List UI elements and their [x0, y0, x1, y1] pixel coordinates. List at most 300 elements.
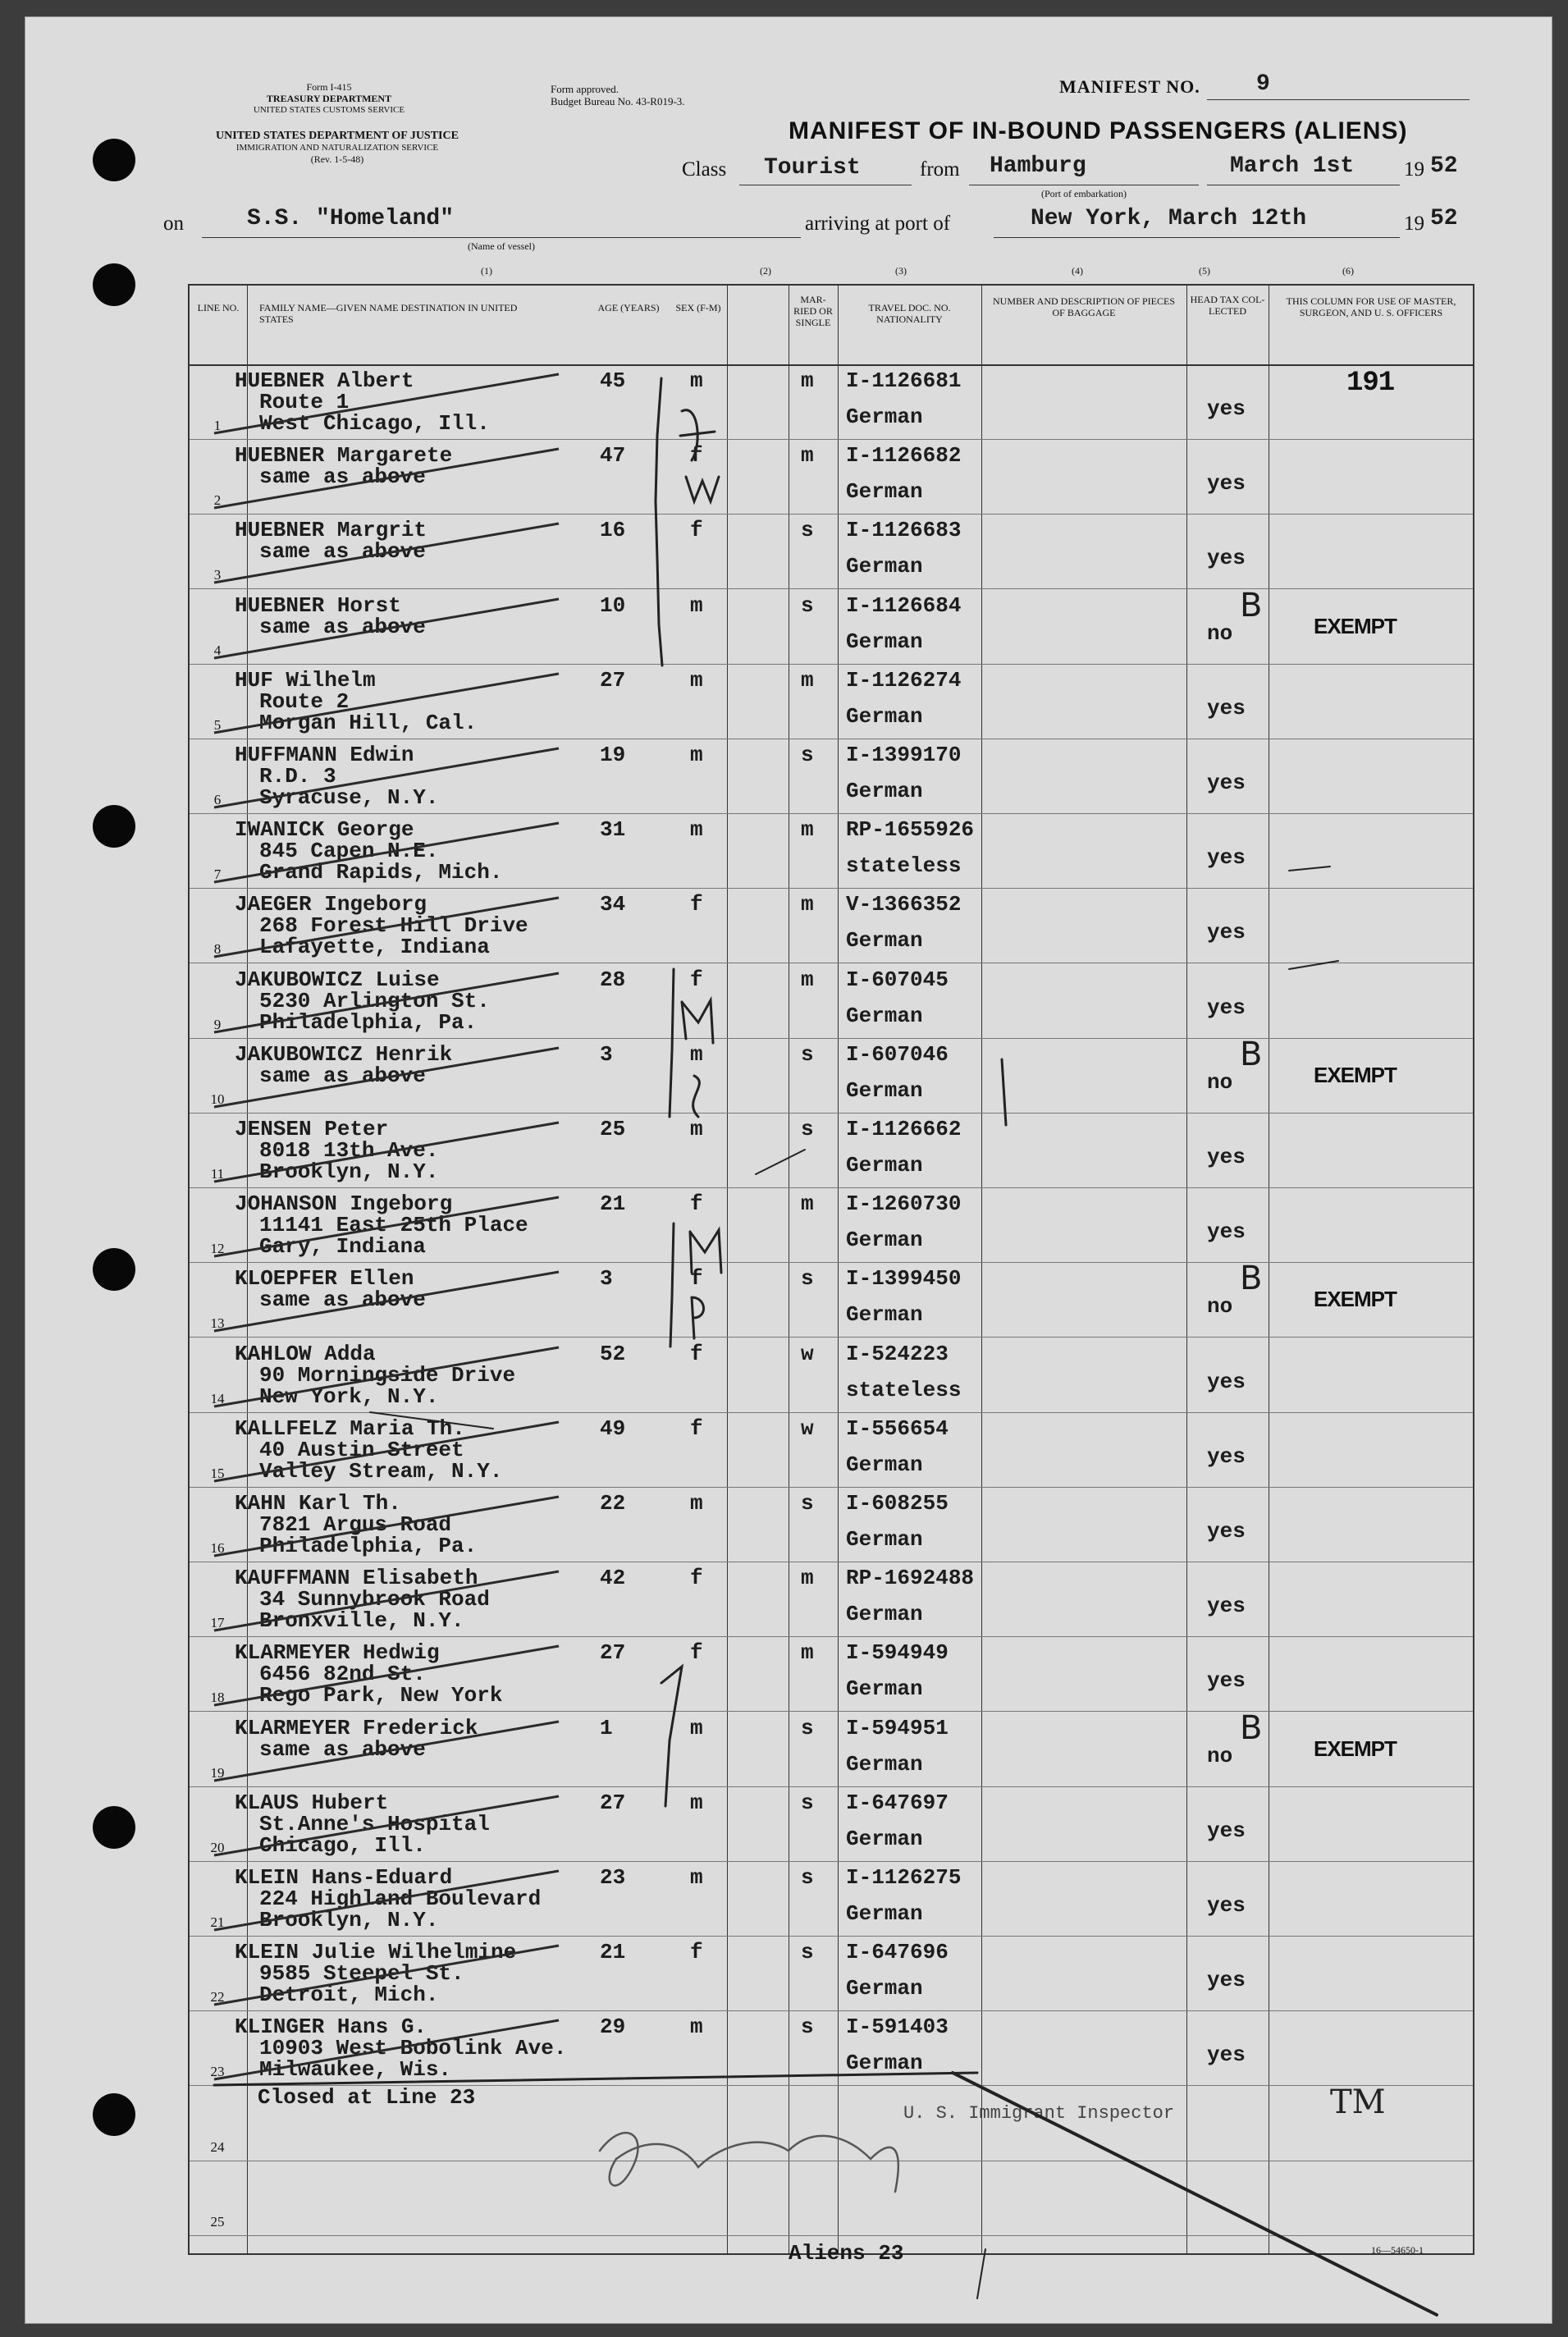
- age-value: 21: [600, 1940, 626, 1965]
- handwritten-7-mark: [661, 1667, 682, 1806]
- tick-mark-footer: [977, 2249, 985, 2298]
- passenger-name: HUF Wilhelm: [235, 667, 376, 693]
- line-number: 20: [210, 1839, 225, 1855]
- colnum-2: (2): [760, 265, 771, 277]
- travel-doc-no: I-591403: [846, 2015, 949, 2040]
- age-value: 16: [600, 518, 626, 543]
- col-header-officers: THIS COLUMN FOR USE OF MASTER, SURGEON, AND U. S. OFFICERS: [1286, 295, 1456, 318]
- from-value: Hamburg: [990, 153, 1086, 179]
- revision-date: (Rev. 1-5-48): [310, 153, 364, 165]
- sex-value: f: [690, 518, 703, 543]
- head-tax-value: yes: [1207, 471, 1246, 496]
- handwritten-m-mark-2: [690, 1230, 721, 1273]
- head-tax-value: yes: [1207, 771, 1246, 795]
- head-tax-value: yes: [1207, 695, 1246, 720]
- strike-mark: [370, 1412, 493, 1429]
- class-value: Tourist: [764, 155, 861, 181]
- line-number: 3: [213, 567, 222, 583]
- customs-service: UNITED STATES CUSTOMS SERVICE: [253, 105, 405, 115]
- destination-line-1: same as above: [259, 464, 426, 490]
- nationality: German: [846, 2051, 923, 2076]
- destination-line-2: Syracuse, N.Y.: [259, 785, 439, 810]
- destination-line-1: 845 Capen N.E.: [259, 839, 439, 864]
- sex-value: m: [690, 667, 703, 693]
- sex-value: f: [690, 1191, 703, 1217]
- destination-line-2: Chicago, Ill.: [259, 1832, 426, 1858]
- travel-doc-no: I-1260730: [846, 1191, 962, 1217]
- sex-value: m: [690, 592, 703, 618]
- nationality: German: [846, 1901, 923, 1926]
- age-value: 27: [600, 667, 626, 693]
- sex-value: f: [690, 1415, 703, 1441]
- line-number: 9: [213, 1016, 222, 1032]
- handwritten-m-mark: [682, 1000, 713, 1043]
- line-number: 10: [210, 1091, 225, 1107]
- col-header-sex: SEX (F-M): [675, 302, 721, 313]
- destination-line-2: Valley Stream, N.Y.: [259, 1458, 503, 1484]
- arrival-year: 52: [1430, 206, 1458, 231]
- vessel-caption: (Name of vessel): [468, 240, 535, 252]
- passenger-name: IWANICK George: [235, 817, 414, 843]
- passenger-name: KLARMEYER Frederick: [235, 1715, 478, 1740]
- age-value: 3: [600, 1266, 613, 1292]
- manifest-sheet: [25, 16, 1552, 2324]
- handwritten-b-mark: B: [1240, 1708, 1263, 1747]
- passenger-name: JENSEN Peter: [235, 1117, 389, 1141]
- line-number: 11: [210, 1166, 225, 1182]
- marital-status: m: [801, 1191, 814, 1217]
- line-number: 24: [210, 2138, 225, 2155]
- age-value: 27: [600, 1640, 626, 1666]
- line-number: 22: [210, 1989, 225, 2005]
- head-tax-value: yes: [1207, 1594, 1246, 1619]
- marital-status: m: [801, 1640, 814, 1666]
- nationality: German: [846, 779, 923, 803]
- travel-doc-no: I-1126682: [846, 443, 962, 469]
- sex-value: f: [690, 967, 703, 992]
- arriving-label: arriving at port of: [805, 213, 951, 235]
- destination-line-1: 40 Austin Street: [259, 1437, 464, 1462]
- head-tax-value: yes: [1207, 995, 1246, 1020]
- nationality: German: [846, 1976, 923, 2001]
- line-number: 18: [210, 1690, 225, 1706]
- on-label: on: [163, 213, 184, 235]
- marital-status: m: [801, 443, 814, 469]
- destination-line-2: Gary, Indiana: [259, 1234, 426, 1260]
- handwritten-b-mark: B: [1240, 1035, 1263, 1073]
- sex-value: m: [690, 743, 703, 767]
- handwritten-s-mark: [693, 1076, 700, 1117]
- travel-doc-no: I-1399450: [846, 1266, 962, 1292]
- nationality: German: [846, 479, 923, 505]
- age-value: 1: [600, 1715, 613, 1740]
- col-header-name: FAMILY NAME—GIVEN NAME DESTINATION IN UNITED STATES: [259, 302, 518, 325]
- destination-line-2: Morgan Hill, Cal.: [259, 710, 478, 735]
- nationality: German: [846, 405, 923, 429]
- line-number: 6: [213, 792, 222, 807]
- col-header-married: MAR-RIED OR SINGLE: [793, 294, 833, 328]
- head-tax-value: yes: [1207, 920, 1246, 945]
- travel-doc-no: I-594949: [846, 1640, 949, 1666]
- passenger-name: KLOEPFER Ellen: [235, 1266, 414, 1292]
- travel-doc-no: I-1126274: [846, 667, 962, 693]
- destination-line-1: 6456 82nd St.: [259, 1662, 426, 1687]
- dash-mark-8: [1289, 961, 1338, 969]
- sex-value: m: [690, 1865, 703, 1890]
- travel-doc-no: I-1399170: [846, 743, 962, 767]
- line-number: 16: [210, 1540, 225, 1556]
- justice-dept: UNITED STATES DEPARTMENT OF JUSTICE: [216, 130, 459, 142]
- destination-line-2: West Chicago, Ill.: [259, 411, 490, 436]
- marital-status: s: [801, 1940, 814, 1965]
- destination-line-1: same as above: [259, 1063, 426, 1088]
- marital-status: s: [801, 1491, 814, 1516]
- sex-value: f: [690, 1266, 703, 1292]
- nationality: German: [846, 554, 923, 579]
- destination-line-1: 9585 Steepel St.: [259, 1961, 464, 1987]
- line-number: 21: [210, 1914, 225, 1930]
- nationality: German: [846, 1153, 923, 1178]
- destination-line-1: 268 Forest Hill Drive: [259, 913, 528, 939]
- destination-line-2: Grand Rapids, Mich.: [259, 860, 503, 885]
- nationality: German: [846, 1527, 923, 1552]
- colnum-6: (6): [1342, 265, 1354, 277]
- travel-doc-no: I-1126662: [846, 1117, 962, 1141]
- sex-bracket-mark-2: [670, 969, 674, 1117]
- passenger-name: HUEBNER Margrit: [235, 518, 427, 543]
- head-tax-value: yes: [1207, 1893, 1246, 1918]
- manifest-no-value: 9: [1256, 71, 1270, 97]
- marital-status: m: [801, 892, 814, 917]
- year-prefix: 19: [1404, 158, 1424, 181]
- passenger-name: JAKUBOWICZ Luise: [235, 967, 440, 992]
- sex-value: f: [690, 1640, 703, 1666]
- officer-note: EXEMPT: [1314, 1736, 1397, 1761]
- destination-line-1: same as above: [259, 539, 426, 565]
- sex-value: f: [690, 1341, 703, 1366]
- passenger-name: HUEBNER Margarete: [235, 443, 453, 469]
- head-tax-value: no B: [1207, 586, 1263, 646]
- marital-status: w: [801, 1341, 814, 1366]
- destination-line-1: Route 2: [259, 688, 350, 714]
- age-value: 27: [600, 1790, 626, 1815]
- nationality: German: [846, 1452, 923, 1477]
- nationality: German: [846, 629, 923, 654]
- colnum-4: (4): [1072, 265, 1083, 277]
- col-header-line: LINE NO.: [197, 302, 240, 313]
- age-value: 42: [600, 1566, 626, 1591]
- handwritten-b-mark: B: [1240, 1260, 1263, 1298]
- line-number: 1: [213, 418, 222, 433]
- destination-line-1: 8018 13th Ave.: [259, 1138, 439, 1163]
- travel-doc-no: V-1366352: [846, 892, 962, 917]
- age-value: 45: [600, 368, 626, 393]
- marital-status: s: [801, 743, 814, 767]
- passenger-name: KAHN Karl Th.: [235, 1491, 401, 1516]
- sex-value: f: [690, 443, 703, 469]
- destination-line-2: Lafayette, Indiana: [259, 935, 490, 960]
- destination-line-1: 11141 East 25th Place: [259, 1213, 528, 1238]
- travel-doc-no: I-594951: [846, 1715, 949, 1740]
- col-header-travel-doc: TRAVEL DOC. NO. NATIONALITY: [868, 302, 951, 325]
- colnum-1: (1): [481, 265, 492, 277]
- passenger-name: KLEIN Hans-Eduard: [235, 1865, 453, 1890]
- line-number: 15: [210, 1465, 225, 1481]
- marital-status: m: [801, 667, 814, 693]
- travel-doc-no: RP-1692488: [846, 1566, 975, 1591]
- travel-doc-no: I-1126681: [846, 368, 962, 393]
- sex-value: m: [690, 1790, 703, 1815]
- passenger-name: HUFFMANN Edwin: [235, 743, 414, 767]
- marital-status: s: [801, 1117, 814, 1141]
- check-mark-2: [756, 1150, 805, 1174]
- colnum-5: (5): [1199, 265, 1210, 277]
- inspector-initials: TM: [1330, 2083, 1386, 2121]
- arrival-year-prefix: 19: [1404, 213, 1424, 235]
- handwritten-w-mark: [686, 477, 719, 501]
- destination-line-1: 5230 Arlington St.: [259, 988, 490, 1013]
- head-tax-value: yes: [1207, 546, 1246, 571]
- head-tax-value: yes: [1207, 396, 1246, 421]
- travel-doc-no: I-607045: [846, 967, 949, 992]
- closing-line: [214, 2073, 977, 2085]
- nationality: German: [846, 928, 923, 954]
- aliens-total: Aliens 23: [789, 2241, 904, 2266]
- marital-status: s: [801, 1715, 814, 1740]
- line-number: 13: [210, 1315, 225, 1332]
- sex-value: m: [690, 1715, 703, 1740]
- age-value: 52: [600, 1341, 626, 1366]
- ins-service: IMMIGRATION AND NATURALIZATION SERVICE: [235, 143, 439, 153]
- line-number: 25: [210, 2213, 225, 2230]
- destination-line-2: Milwaukee, Wis.: [259, 2057, 452, 2083]
- line-number: 14: [210, 1390, 225, 1406]
- destination-line-1: 34 Sunnybrook Road: [259, 1587, 490, 1612]
- sex-bracket-mark: [656, 378, 662, 665]
- age-value: 22: [600, 1491, 626, 1516]
- head-tax-value: yes: [1207, 1443, 1246, 1469]
- marital-status: s: [801, 2015, 814, 2040]
- form-approved: Form approved.: [551, 83, 619, 95]
- destination-line-2: Rego Park, New York: [259, 1683, 503, 1708]
- destination-line-1: R.D. 3: [259, 764, 336, 789]
- officer-note: 191: [1346, 368, 1395, 399]
- age-value: 21: [600, 1191, 626, 1217]
- sex-bracket-mark-3: [670, 1223, 674, 1347]
- dash-mark-7: [1289, 867, 1330, 871]
- form-code: 16—54650-1: [1371, 2244, 1424, 2256]
- destination-line-2: Brooklyn, N.Y.: [259, 1159, 439, 1184]
- age-value: 29: [600, 2015, 626, 2040]
- marital-status: s: [801, 518, 814, 543]
- closed-at-line: Closed at Line 23: [258, 2085, 476, 2110]
- destination-line-2: Brooklyn, N.Y.: [259, 1908, 439, 1932]
- passenger-name: KAUFFMANN Elisabeth: [235, 1566, 478, 1591]
- travel-doc-no: I-524223: [846, 1341, 949, 1366]
- destination-line-2: Detroit, Mich.: [259, 1983, 439, 2008]
- nationality: German: [846, 1826, 923, 1851]
- col-header-baggage: NUMBER AND DESCRIPTION OF PIECES OF BAGGAGE: [992, 295, 1176, 318]
- destination-line-1: 10903 West Bobolink Ave.: [259, 2036, 567, 2061]
- col-header-head-tax: HEAD TAX COL-LECTED: [1190, 294, 1265, 317]
- destination-line-2: New York, N.Y.: [259, 1383, 439, 1409]
- line-number: 4: [213, 642, 222, 658]
- age-value: 10: [600, 592, 626, 618]
- destination-line-2: Philadelphia, Pa.: [259, 1009, 478, 1035]
- handwritten-p-mark: [692, 1297, 704, 1338]
- sex-value: m: [690, 1491, 703, 1516]
- travel-doc-no: I-1126683: [846, 518, 962, 543]
- manifest-no-label: MANIFEST NO.: [1059, 76, 1200, 97]
- travel-doc-no: I-1126684: [846, 592, 962, 618]
- age-value: 25: [600, 1117, 626, 1141]
- head-tax-value: no B: [1207, 1260, 1263, 1319]
- inspector-signature: [600, 2133, 898, 2192]
- sex-value: m: [690, 368, 703, 393]
- head-tax-value: yes: [1207, 1968, 1246, 1993]
- marital-status: s: [801, 1041, 814, 1067]
- marital-status: s: [801, 1865, 814, 1890]
- line-number: 17: [210, 1615, 225, 1631]
- age-value: 3: [600, 1041, 613, 1067]
- sex-value: f: [690, 1566, 703, 1591]
- sex-value: m: [690, 2015, 703, 2040]
- destination-line-1: 7821 Argus Road: [259, 1512, 452, 1537]
- nationality: German: [846, 703, 923, 729]
- head-tax-value: yes: [1207, 1369, 1246, 1394]
- travel-doc-no: I-647696: [846, 1940, 949, 1965]
- officer-note: EXEMPT: [1314, 1062, 1397, 1087]
- age-value: 23: [600, 1865, 626, 1890]
- line-number: 8: [213, 941, 222, 958]
- passenger-name: HUEBNER Albert: [235, 368, 414, 393]
- destination-line-1: St.Anne's Hospital: [259, 1811, 490, 1836]
- sex-value: f: [690, 892, 703, 917]
- passenger-name: KLARMEYER Hedwig: [235, 1640, 440, 1666]
- head-tax-value: yes: [1207, 1219, 1246, 1245]
- nationality: German: [846, 1003, 923, 1028]
- nationality: German: [846, 1751, 923, 1777]
- handwritten-b-mark: B: [1240, 586, 1263, 624]
- nationality: German: [846, 1602, 923, 1627]
- travel-doc-no: RP-1655926: [846, 817, 975, 843]
- line-number: 2: [213, 492, 222, 509]
- handwritten-h-mark: [680, 410, 715, 460]
- age-value: 19: [600, 743, 626, 767]
- passenger-name: KLINGER Hans G.: [235, 2015, 427, 2040]
- class-label: Class: [682, 158, 727, 181]
- age-value: 28: [600, 967, 626, 992]
- passenger-name: KLAUS Hubert: [235, 1790, 389, 1815]
- manifest-title: MANIFEST OF IN-BOUND PASSENGERS (ALIENS): [789, 117, 1408, 144]
- arrival-port-date: New York, March 12th: [1031, 206, 1307, 231]
- destination-line-2: Bronxville, N.Y.: [259, 1608, 464, 1634]
- head-tax-value: yes: [1207, 1519, 1246, 1544]
- nationality: German: [846, 1676, 923, 1702]
- diagonal-strike: [953, 2073, 1437, 2315]
- age-value: 47: [600, 443, 626, 469]
- marital-status: m: [801, 368, 814, 393]
- head-tax-value: yes: [1207, 2042, 1246, 2068]
- head-tax-value: yes: [1207, 1145, 1246, 1169]
- check-mark: [1002, 1059, 1006, 1125]
- marital-status: m: [801, 967, 814, 992]
- passenger-name: KLEIN Julie Wilhelmine: [235, 1940, 517, 1965]
- marital-status: m: [801, 1566, 814, 1591]
- head-tax-value: yes: [1207, 1818, 1246, 1843]
- sex-value: m: [690, 1041, 703, 1067]
- destination-line-1: Route 1: [259, 390, 350, 414]
- travel-doc-no: I-647697: [846, 1790, 949, 1815]
- marital-status: s: [801, 1790, 814, 1815]
- budget-bureau-no: Budget Bureau No. 43-R019-3.: [551, 95, 685, 107]
- travel-doc-no: I-608255: [846, 1491, 949, 1516]
- vessel-name: S.S. "Homeland": [247, 206, 455, 231]
- from-label: from: [920, 158, 960, 181]
- destination-line-2: Philadelphia, Pa.: [259, 1534, 478, 1558]
- marital-status: m: [801, 817, 814, 843]
- destination-line-1: same as above: [259, 614, 426, 639]
- form-number: Form I-415: [306, 81, 352, 93]
- handwriting-overlay: [25, 17, 1552, 2323]
- departure-date: March 1st: [1230, 153, 1355, 179]
- year-value: 52: [1430, 153, 1458, 179]
- head-tax-value: no B: [1207, 1708, 1263, 1768]
- col-header-age: AGE (YEARS): [597, 302, 660, 313]
- line-number: 7: [213, 867, 222, 883]
- destination-line-1: 224 Highland Boulevard: [259, 1887, 542, 1911]
- line-number: 12: [210, 1241, 225, 1257]
- colnum-3: (3): [895, 265, 907, 277]
- marital-status: s: [801, 1266, 814, 1292]
- destination-line-1: same as above: [259, 1287, 426, 1313]
- sex-value: f: [690, 1940, 703, 1965]
- passenger-name: KALLFELZ Maria Th.: [235, 1415, 465, 1441]
- passenger-name: HUEBNER Horst: [235, 592, 401, 618]
- officer-note: EXEMPT: [1314, 1287, 1397, 1312]
- passenger-name: JOHANSON Ingeborg: [235, 1191, 453, 1217]
- nationality: German: [846, 1302, 923, 1328]
- nationality: stateless: [846, 853, 962, 879]
- nationality: German: [846, 1077, 923, 1103]
- passenger-name: JAEGER Ingeborg: [235, 892, 427, 917]
- passenger-name: KAHLOW Adda: [235, 1341, 376, 1366]
- age-value: 31: [600, 817, 626, 843]
- line-number: 19: [210, 1764, 225, 1781]
- passenger-name: JAKUBOWICZ Henrik: [235, 1041, 453, 1067]
- marital-status: w: [801, 1415, 814, 1441]
- inspector-title: U. S. Immigrant Inspector: [903, 2103, 1175, 2124]
- travel-doc-no: I-556654: [846, 1415, 949, 1441]
- age-value: 49: [600, 1415, 626, 1441]
- head-tax-value: no B: [1207, 1035, 1263, 1095]
- sex-value: m: [690, 817, 703, 843]
- line-number: 23: [210, 2064, 225, 2080]
- sex-value: m: [690, 1117, 703, 1141]
- marital-status: s: [801, 592, 814, 618]
- port-caption: (Port of embarkation): [1041, 188, 1127, 199]
- line-number: 5: [213, 716, 222, 733]
- head-tax-value: yes: [1207, 845, 1246, 871]
- head-tax-value: yes: [1207, 1668, 1246, 1694]
- travel-doc-no: I-607046: [846, 1041, 949, 1067]
- officer-note: EXEMPT: [1314, 613, 1397, 638]
- treasury-dept: TREASURY DEPARTMENT: [266, 93, 392, 104]
- nationality: stateless: [846, 1377, 962, 1402]
- age-value: 34: [600, 892, 626, 917]
- destination-line-1: 90 Morningside Drive: [259, 1362, 516, 1388]
- destination-line-1: same as above: [259, 1736, 426, 1762]
